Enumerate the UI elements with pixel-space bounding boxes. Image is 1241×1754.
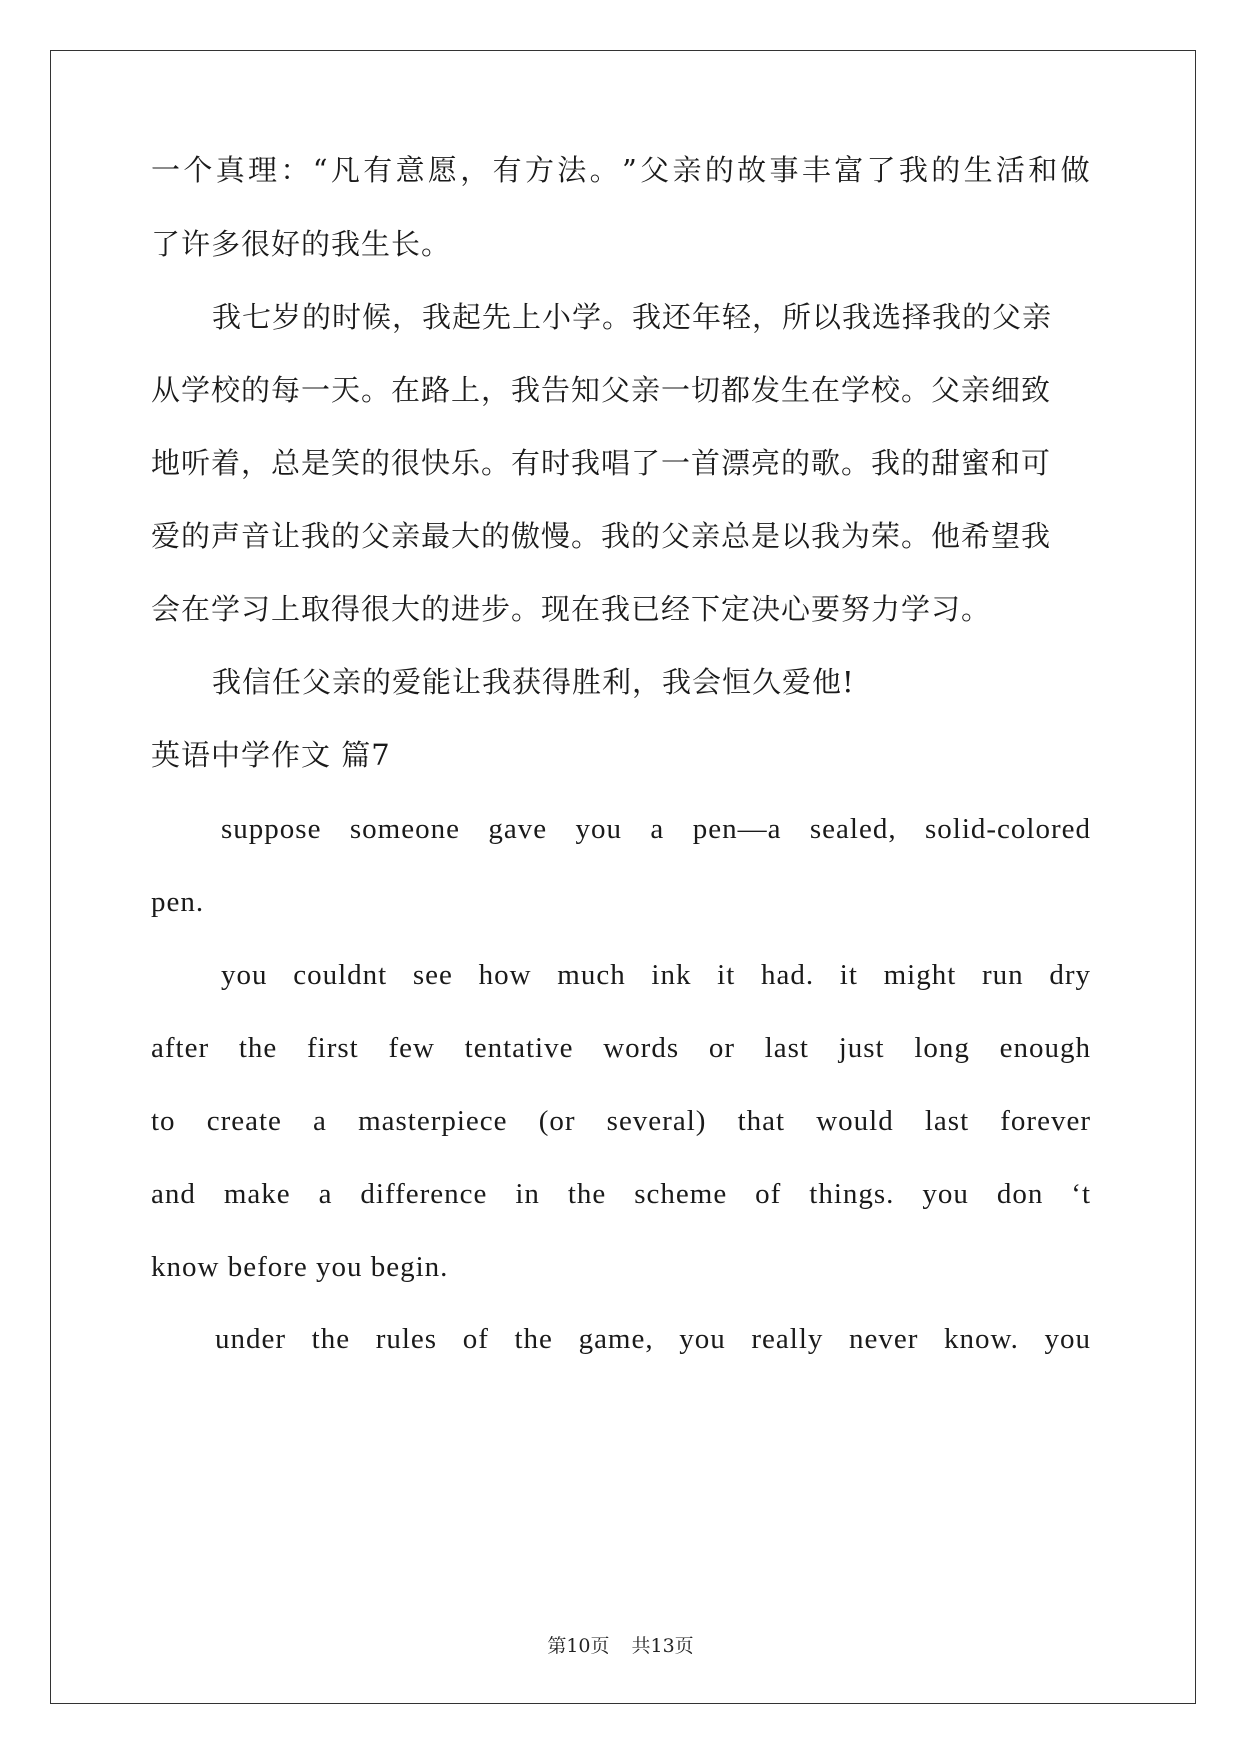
text-line: under the rules of the game, you really never know. you (215, 1323, 1091, 1355)
text-line: 我七岁的时候，我起先上小学。我还年轻，所以我选择我的父亲 (212, 300, 1053, 334)
text-line: 从学校的每一天。在路上，我告知父亲一切都发生在学校。父亲细致 (151, 373, 1052, 407)
text-line: to create a masterpiece (or several) that would last forever (151, 1105, 1091, 1137)
text-line: after the first few tentative words or last just long enough (151, 1032, 1091, 1064)
text-line: 地听着，总是笑的很快乐。有时我唱了一首漂亮的歌。我的甜蜜和可 (151, 446, 1052, 480)
text-line: know before you begin. (151, 1251, 449, 1283)
text-line: suppose someone gave you a pen—a sealed, solid-colored (221, 813, 1091, 845)
text-line: you couldnt see how much ink it had. it might run dry (221, 959, 1091, 991)
text-line: 了许多很好的我生长。 (151, 227, 452, 261)
page-total: 共13页 (631, 1635, 694, 1657)
text-line: and make a difference in the scheme of things. you don ‘t (151, 1178, 1091, 1210)
page-number: 第10页 (547, 1635, 610, 1657)
text-line: pen. (151, 886, 205, 918)
text-line: 一 个 真 理 ： “ 凡 有 意 愿 ， 有 方 法 。 ” 父 亲 的 故 事 丰 富 了 我 的 生 活 和 做 (151, 153, 1091, 187)
section-heading: 英语中学作文 篇7 (151, 738, 391, 772)
text-line: 爱的声音让我的父亲最大的傲慢。我的父亲总是以我为荣。他希望我 (151, 519, 1052, 553)
page-frame (50, 50, 1196, 1704)
text-line: 我信任父亲的爱能让我获得胜利，我会恒久爱他! (212, 665, 855, 699)
text-line: 会在学习上取得很大的进步。现在我已经下定决心要努力学习。 (151, 592, 992, 626)
page-footer (0, 1634, 1241, 1658)
